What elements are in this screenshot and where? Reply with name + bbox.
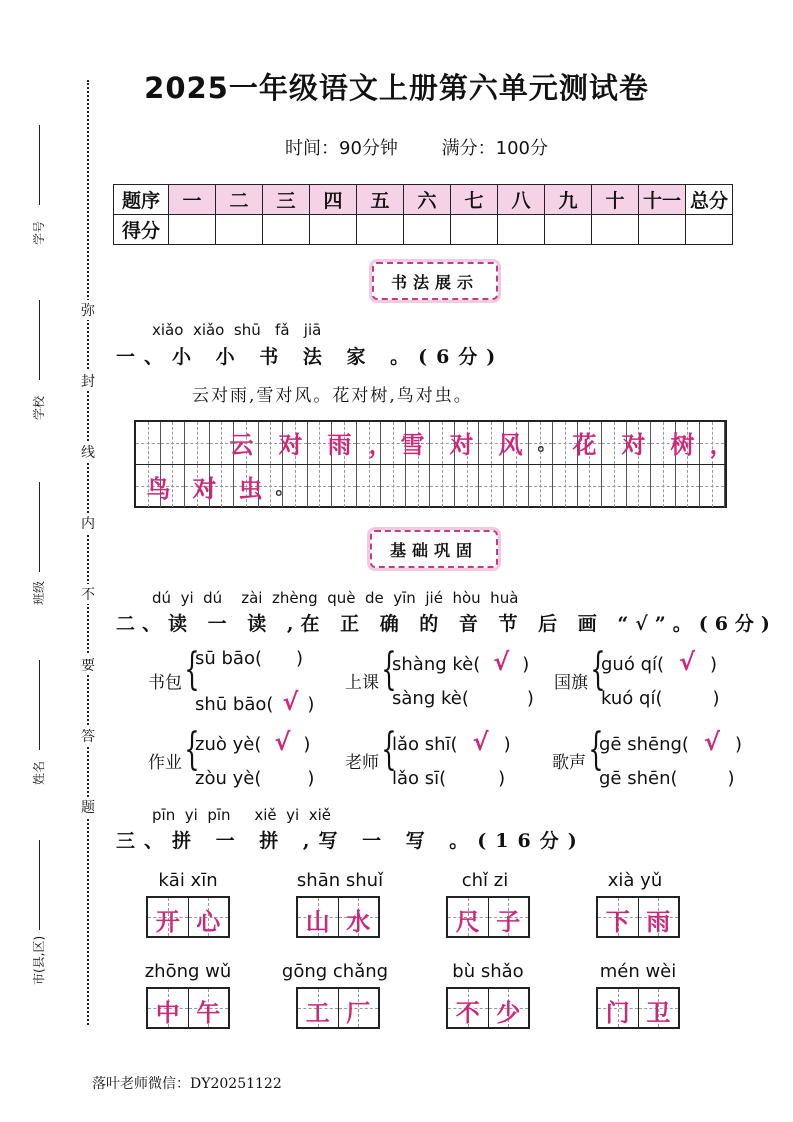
grid-cell[interactable] (578, 465, 603, 507)
time-limit: 时间：90分钟 (285, 138, 398, 159)
q2-word: 书包 (148, 673, 182, 693)
score-header-cell: 四 (310, 185, 357, 215)
label-name: 姓名 (32, 760, 46, 785)
tianzige-box[interactable] (446, 896, 530, 938)
q1-pinyin: xiǎo xiǎo shū fǎ jiā (152, 321, 322, 339)
score-header-cell: 八 (498, 185, 545, 215)
label-school: 学校 (32, 395, 46, 420)
q2-option: zuò yè( √ ) (195, 728, 311, 756)
grid-char: 对 (278, 430, 303, 459)
grid-cell[interactable] (479, 465, 504, 507)
score-header-cell: 六 (404, 185, 451, 215)
grid-char: ， (709, 430, 734, 459)
score-cell[interactable] (545, 215, 592, 245)
brace-icon: { (381, 644, 397, 695)
score-header-cell: 总分 (686, 185, 733, 215)
brace-icon: { (381, 724, 397, 775)
score-table-header-row (114, 185, 733, 215)
grid-char: 雨 (327, 430, 352, 459)
score-cell[interactable] (310, 215, 357, 245)
grid-cell[interactable] (357, 465, 382, 507)
score-header-cell: 二 (216, 185, 263, 215)
q3-pinyin: pīn yi pīn xiě yi xiě (152, 806, 332, 824)
q2-word: 国旗 (554, 673, 588, 693)
answer-char: 卫 (646, 998, 671, 1027)
score-header-cell: 题序 (114, 185, 169, 215)
answer-slot[interactable]: √ (274, 728, 291, 756)
label-district: 市(县,区) (32, 935, 46, 985)
seal-char: 不 (80, 584, 96, 604)
score-header-cell: 七 (451, 185, 498, 215)
score-row-label: 得分 (114, 215, 169, 245)
label-class: 班级 (32, 580, 46, 605)
answer-char: 午 (196, 998, 221, 1027)
seal-char: 封 (80, 371, 96, 391)
grid-char: 树 (670, 430, 695, 459)
score-cell[interactable] (592, 215, 639, 245)
q2-option: shàng kè( √ ) (392, 648, 530, 676)
score-cell[interactable] (263, 215, 310, 245)
seal-dotted-line (87, 80, 89, 1025)
grid-cell[interactable] (308, 465, 333, 507)
grid-cell[interactable] (602, 465, 627, 507)
answer-slot[interactable]: √ (472, 728, 489, 756)
q3-item-pinyin: xià yǔ (607, 870, 663, 891)
answer-char: 子 (496, 907, 521, 936)
grid-char: 对 (192, 474, 217, 503)
brace-icon: { (590, 644, 606, 695)
answer-char: 雨 (646, 907, 671, 936)
grid-char: 对 (621, 430, 646, 459)
grid-char: 花 (572, 430, 597, 459)
score-cell[interactable] (451, 215, 498, 245)
grid-cell[interactable] (700, 465, 725, 507)
q2-option: gē shēng( √ ) (599, 728, 742, 756)
grid-char: 。 (537, 434, 556, 455)
grid-char: 风 (498, 430, 523, 459)
q1-title: 一、小 小 书 法 家 。(6分) (116, 346, 505, 368)
grid-cell[interactable] (332, 465, 357, 507)
blank-line-name (39, 660, 40, 750)
q2-title: 二、读 一 读 ,在 正 确 的 音 节 后 画 “√”。(6分) (116, 613, 777, 635)
brace-icon: { (588, 724, 604, 775)
q2-option: sū bāo( ) (195, 648, 304, 669)
answer-char: 心 (196, 907, 221, 936)
seal-char: 线 (80, 442, 96, 462)
score-header-cell: 十一 (639, 185, 686, 215)
grid-char: 雪 (400, 430, 425, 459)
blank-line-student-id (39, 125, 40, 205)
answer-char: 少 (496, 998, 521, 1027)
score-header-cell: 十 (592, 185, 639, 215)
section-banner-calligraphy: 书法展示 (372, 262, 498, 300)
score-cell[interactable] (639, 215, 686, 245)
full-score: 满分：100分 (441, 138, 548, 159)
score-header-cell: 五 (357, 185, 404, 215)
grid-cell[interactable] (529, 465, 554, 507)
answer-slot[interactable]: √ (282, 688, 299, 716)
grid-char: 对 (449, 430, 474, 459)
answer-slot[interactable]: √ (679, 648, 696, 676)
grid-cell[interactable] (676, 465, 701, 507)
q3-item-pinyin: chǐ zi (461, 870, 509, 891)
grid-cell[interactable] (651, 465, 676, 507)
q3-item-pinyin: shān shuǐ (296, 870, 384, 891)
grid-cell[interactable] (381, 465, 406, 507)
answer-char: 不 (455, 998, 480, 1027)
tianzige-box[interactable] (146, 987, 230, 1029)
score-header-cell: 九 (545, 185, 592, 215)
answer-char: 开 (155, 907, 180, 936)
q3-item-pinyin: gōng chǎng (281, 961, 389, 982)
score-cell[interactable] (498, 215, 545, 245)
seal-char: 内 (80, 513, 96, 533)
q2-option: kuó qí( ) (601, 688, 720, 709)
score-cell[interactable] (169, 215, 216, 245)
blank-line-district (39, 840, 40, 930)
grid-cell[interactable] (627, 465, 652, 507)
q2-word: 老师 (345, 753, 379, 773)
brace-icon: { (184, 644, 200, 695)
tianzige-box[interactable] (596, 987, 680, 1029)
score-table-score-row (114, 215, 733, 245)
brace-icon: { (184, 724, 200, 775)
q2-word: 上课 (345, 673, 379, 693)
q2-option: guó qí( √ ) (601, 648, 718, 676)
score-header-cell: 一 (169, 185, 216, 215)
q3-item-pinyin: bù shǎo (452, 961, 524, 982)
score-cell[interactable] (686, 215, 733, 245)
grid-char: 云 (229, 430, 254, 459)
grid-cell[interactable] (185, 422, 210, 464)
seal-char: 要 (80, 655, 96, 675)
tianzige-box[interactable] (296, 987, 380, 1029)
q1-sentence: 云对雨,雪对风。花对树,鸟对虫。 (192, 386, 473, 406)
q2-option: gē shēn( ) (599, 768, 735, 789)
q3-item-pinyin: kāi xīn (158, 870, 218, 891)
tianzige-box[interactable] (596, 896, 680, 938)
blank-line-class (39, 482, 40, 572)
page-title: 2025一年级语文上册第六单元测试卷 (144, 71, 649, 105)
answer-char: 山 (305, 907, 330, 936)
grid-cell[interactable] (504, 465, 529, 507)
grid-char: 虫 (238, 474, 263, 503)
score-cell[interactable] (216, 215, 263, 245)
q3-item-pinyin: zhōng wǔ (144, 961, 232, 982)
grid-cell[interactable] (406, 465, 431, 507)
seal-char: 弥 (80, 300, 96, 320)
q2-option: shū bāo( √ ) (195, 688, 315, 716)
score-table (113, 184, 733, 245)
score-header-cell: 三 (263, 185, 310, 215)
seal-char: 题 (80, 797, 96, 817)
q2-word: 作业 (148, 753, 182, 773)
q2-option: lǎo shī( √ ) (392, 728, 511, 756)
answer-char: 门 (605, 998, 630, 1027)
answer-char: 中 (155, 998, 180, 1027)
grid-char: ， (368, 430, 393, 459)
answer-char: 厂 (346, 998, 371, 1027)
exam-info (285, 134, 586, 160)
grid-cell[interactable] (430, 465, 455, 507)
q2-option: zòu yè( ) (195, 768, 315, 789)
answer-char: 下 (605, 907, 630, 936)
tianzige-box[interactable] (446, 987, 530, 1029)
footer-note: 落叶老师微信：DY20251122 (92, 1076, 282, 1092)
grid-cell[interactable] (136, 422, 161, 464)
answer-char: 工 (305, 998, 330, 1027)
score-cell[interactable] (357, 215, 404, 245)
q3-item-pinyin: mén wèi (599, 961, 677, 982)
q2-pinyin: dú yi dú zài zhèng què de yīn jié hòu huà (152, 589, 519, 607)
answer-char: 水 (346, 907, 371, 936)
grid-cell[interactable] (455, 465, 480, 507)
score-cell[interactable] (404, 215, 451, 245)
answer-char: 尺 (455, 907, 480, 936)
q3-title: 三、拼 一 拼 ,写 一 写 。(16分) (116, 830, 586, 852)
blank-line-school (39, 300, 40, 380)
grid-cell[interactable] (553, 465, 578, 507)
seal-char: 答 (80, 726, 96, 746)
section-banner-basics: 基础巩固 (370, 530, 498, 568)
q2-word: 歌声 (552, 753, 586, 773)
label-student-id: 学号 (32, 220, 46, 245)
grid-char: 。 (275, 478, 294, 499)
grid-char: 鸟 (146, 474, 171, 503)
answer-slot[interactable]: √ (703, 728, 720, 756)
grid-cell[interactable] (161, 422, 186, 464)
tianzige-box[interactable] (296, 896, 380, 938)
q2-option: lǎo sī( ) (392, 768, 506, 789)
q2-option: sàng kè( ) (392, 688, 534, 709)
answer-slot[interactable]: √ (493, 648, 510, 676)
tianzige-box[interactable] (146, 896, 230, 938)
